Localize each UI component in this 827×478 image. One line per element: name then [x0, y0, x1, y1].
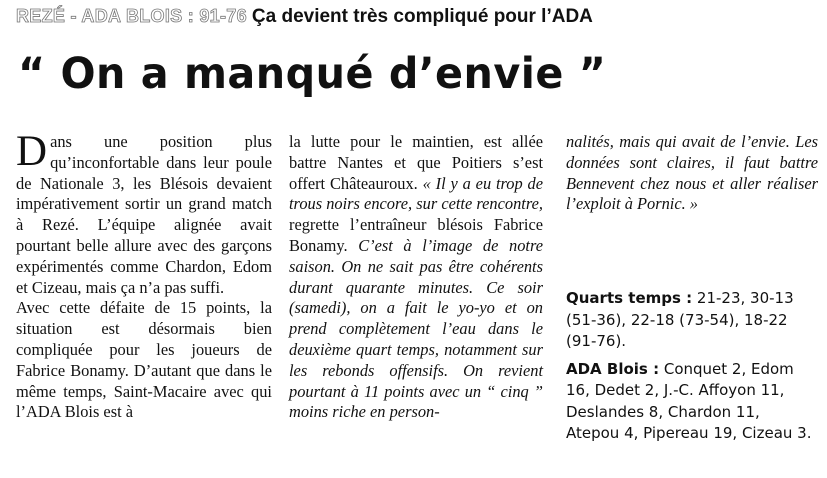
match-score-tag: REZÉ - ADA BLOIS : 91-76 [16, 6, 247, 26]
article-paragraph [16, 128, 272, 298]
headline: “ On a manqué d’envie ” [18, 49, 607, 99]
article-column-2 [289, 132, 543, 423]
kicker [16, 6, 593, 36]
article-paragraph: Avec cette défaite de 15 points, la situation est désormais bien compliquée pour les joueurs de Fabrice Bonamy. D’autant que dans le même temps, Saint-Macaire avec qui l’ADA Blois est à [16, 298, 272, 422]
drop-cap: D [16, 128, 48, 175]
article-column-1 [16, 128, 272, 423]
kicker-title: Ça devient très compliqué pour l’ADA [251, 6, 593, 27]
paragraph-text: regrette l’entraîneur blésois Fabrice Bonamy. [289, 215, 543, 255]
team-value: Conquet 2, Edom 16, Dedet 2, J.-C. Affoyon 11, Deslandes 8, Chardon 11, Atepou 4, Pipereau 19, Cizeau 3. [566, 359, 812, 442]
quarters-label: Quarts temps : [566, 289, 693, 307]
quarters-line [566, 288, 816, 353]
stats-box [566, 288, 816, 451]
article-column-3 [566, 132, 818, 215]
quote-text: C’est à l’image de notre saison. On ne sait pas être cohérents durant quarante minutes. Ce soir (samedi), on a fait le yo-yo et on prend complètement l’eau dans le deuxième quart temps, notamment sur les rebonds offensifs. On revient pourtant à 11 points avec un “ cinq ” moins riche en person- [289, 235, 543, 422]
quote-text: nalités, mais qui avait de l’envie. Les données sont claires, il faut battre Bennevent chez nous et aller réaliser l’exploit à Pornic. » [566, 132, 818, 214]
quarters-value: 21-23, 30-13 (51-36), 22-18 (73-54), 18-22 (91-76). [566, 289, 794, 350]
team-line [566, 359, 816, 445]
quote-text: « Il y a eu trop de trous noirs encore, sur cette rencontre, [289, 173, 544, 214]
paragraph-text: la lutte pour le maintien, est allée battre Nantes et que Poitiers s’est offert Châteauroux. [289, 132, 543, 193]
team-label: ADA Blois : [566, 359, 660, 378]
article-paragraph [289, 132, 543, 423]
paragraph-text: ans une position plus qu’inconfortable dans leur poule de Nationale 3, les Blésois devaient impérativement sortir un grand match à Rezé. L’équipe alignée avait pourtant belle allure avec des garçons expérimentés comme Chardon, Edom et Cizeau, mais ça n’a pas suffi. [16, 132, 272, 297]
